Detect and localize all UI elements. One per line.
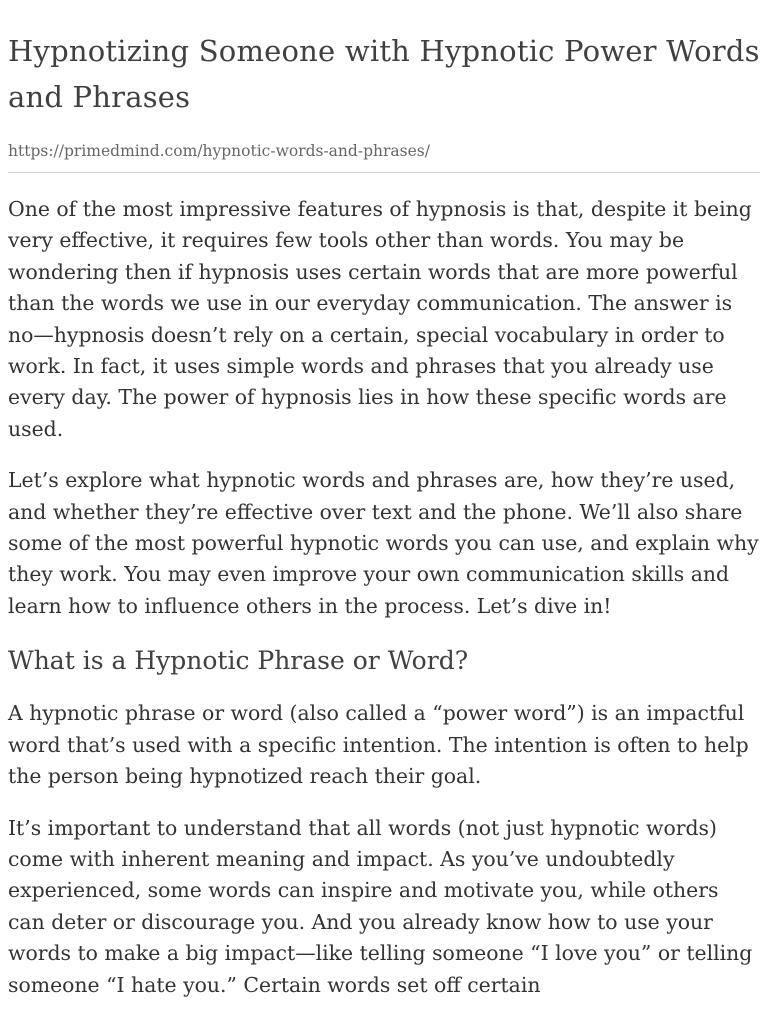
intro-paragraph-1: One of the most impressive features of hypnosis is that, despite it being very effective, it requires few tools other than words. You may be wondering then if hypnosis uses certain words that are more powerful than the words we use in our everyday communication. The answer is no—hypnosis doesn’t rely on a certain, special vocabulary in order to work. In fact, it uses simple words and phrases that you already use every day. The power of hypnosis lies in how these specific words are used. — [8, 197, 752, 441]
article-body — [8, 194, 760, 1001]
header-divider — [8, 172, 760, 173]
source-url-link[interactable]: https://primedmind.com/hypnotic-words-and-phrases/ — [8, 142, 430, 160]
section-paragraph-2: It’s important to understand that all words (not just hypnotic words) come with inherent meaning and impact. As you’ve undoubtedly experienced, some words can inspire and motivate you, while others can deter or discourage you. And you already know how to use your words to make a big impact—like telling someone “I love you” or telling someone “I hate you.” Certain words set off certain — [8, 815, 753, 997]
section-paragraph-1: A hypnotic phrase or word (also called a “power word”) is an impactful word that’s used with a specific intention. The intention is often to help the person being hypnotized reach their goal. — [8, 701, 749, 789]
intro-paragraph-2: Let’s explore what hypnotic words and phrases are, how they’re used, and whether they’re effective over text and the phone. We’ll also share some of the most powerful hypnotic words you can use, and explain why they work. You may even improve your own communication skills and learn how to influence others in the process. Let’s dive in! — [8, 468, 759, 618]
section-heading: What is a Hypnotic Phrase or Word? — [8, 646, 469, 676]
page-title: Hypnotizing Someone with Hypnotic Power Words and Phrases — [8, 34, 760, 114]
